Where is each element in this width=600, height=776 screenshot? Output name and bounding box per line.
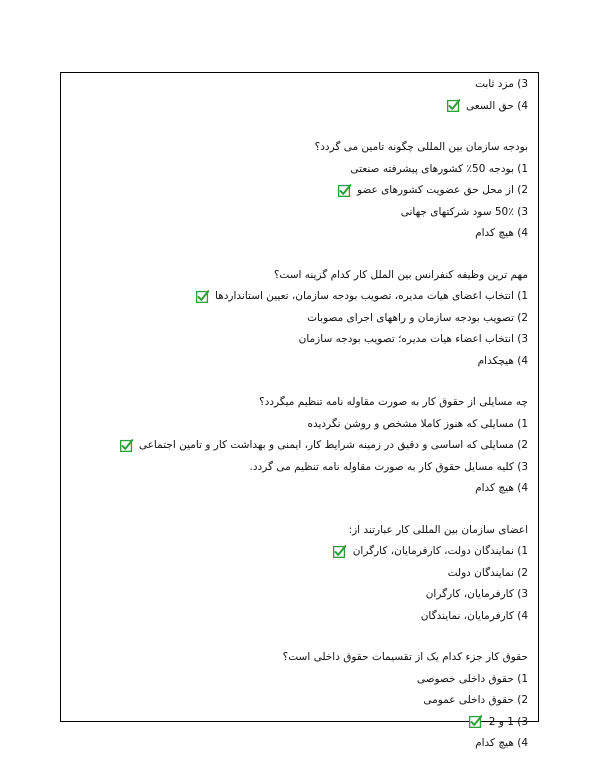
option-text: هیچ کدام bbox=[475, 482, 514, 494]
option-paren: ) bbox=[513, 184, 522, 196]
option-item bbox=[74, 690, 528, 712]
option-number: 2 bbox=[521, 566, 528, 579]
option-paren: ) bbox=[513, 311, 522, 324]
option-paren: ) bbox=[513, 566, 522, 579]
question-text: اعضای سازمان بین المللی کار عبارتند از: bbox=[348, 523, 528, 536]
option-item bbox=[74, 541, 528, 563]
option-number: 4 bbox=[521, 99, 528, 112]
option-number: 1 bbox=[521, 545, 528, 557]
option-text: 1 و 2 bbox=[488, 715, 514, 728]
option-item bbox=[74, 159, 528, 181]
option-number: 4 bbox=[521, 482, 528, 494]
option-paren: ) bbox=[513, 205, 522, 218]
option-paren: ) bbox=[513, 354, 522, 367]
option-text: نمایندگان دولت، کارفرمایان، کارگران bbox=[352, 545, 514, 557]
option-item bbox=[74, 308, 528, 330]
option-paren: ) bbox=[513, 545, 522, 557]
quiz-content bbox=[74, 74, 528, 755]
check-icon bbox=[469, 715, 482, 728]
option-paren: ) bbox=[513, 482, 522, 494]
option-number: 1 bbox=[521, 672, 528, 685]
question-text: بودجه سازمان بین المللی چگونه تامین می گردد؟ bbox=[314, 141, 528, 153]
option-text: کلیه مسایل حقوق کار به صورت مقاوله نامه تنظیم می گردد. bbox=[249, 460, 514, 473]
option-item bbox=[74, 606, 528, 628]
option-text: هیچ کدام bbox=[475, 227, 514, 239]
option-item bbox=[74, 563, 528, 585]
option-paren: ) bbox=[513, 290, 522, 302]
option-paren: ) bbox=[513, 417, 522, 430]
option-number: 2 bbox=[521, 184, 528, 196]
question-text: مهم ترین وظیفه کنفرانس بین الملل کار کدام گزینه است؟ bbox=[273, 268, 528, 281]
option-number: 2 bbox=[521, 311, 528, 324]
option-paren: ) bbox=[513, 694, 522, 706]
option-item bbox=[74, 329, 528, 351]
option-paren: ) bbox=[513, 737, 522, 749]
option-item bbox=[74, 223, 528, 245]
option-paren: ) bbox=[513, 672, 522, 685]
option-paren: ) bbox=[513, 227, 522, 239]
check-icon bbox=[338, 184, 351, 197]
option-text: مزد ثابت bbox=[475, 78, 514, 90]
check-icon bbox=[447, 99, 460, 112]
option-number: 3 bbox=[521, 588, 528, 600]
option-number: 3 bbox=[521, 78, 528, 90]
option-item bbox=[74, 733, 528, 755]
option-number: 3 bbox=[521, 460, 528, 473]
option-item bbox=[74, 584, 528, 606]
option-item bbox=[74, 74, 528, 96]
option-text: انتخاب اعضاء هیات مدیره؛ تصویب بودجه سازمان bbox=[298, 333, 514, 345]
option-text: هیچ کدام bbox=[475, 737, 514, 749]
check-icon bbox=[196, 290, 209, 303]
option-paren: ) bbox=[513, 333, 522, 345]
option-item bbox=[74, 202, 528, 224]
option-item bbox=[74, 414, 528, 436]
option-number: 4 bbox=[521, 609, 528, 622]
option-number: 3 bbox=[521, 715, 528, 728]
option-number: 3 bbox=[521, 333, 528, 345]
option-text: کارفرمایان، کارگران bbox=[425, 588, 514, 600]
option-paren: ) bbox=[513, 439, 522, 451]
option-number: 1 bbox=[521, 417, 528, 430]
option-text: مسایلی که هنوز کاملا مشخص و روشن نگردیده bbox=[307, 417, 514, 430]
option-text: انتخاب اعضای هیات مدیره، تصویب بودجه سازمان، تعیین استانداردها bbox=[215, 290, 514, 302]
question-text: حقوق کار جزء کدام یک از تقسیمات حقوق داخلی است؟ bbox=[282, 651, 528, 663]
option-text: بودجه 50٪ کشورهای پیشرفته صنعتی bbox=[350, 162, 514, 175]
option-text: تصویب بودجه سازمان و راههای اجرای مصوبات bbox=[307, 311, 514, 324]
question-text: چه مسایلی از حقوق کار به صورت مقاوله نامه تنظیم میگردد؟ bbox=[259, 396, 528, 408]
option-text: حقوق داخلی عمومی bbox=[423, 694, 514, 706]
option-paren: ) bbox=[513, 460, 522, 473]
option-number: 2 bbox=[521, 694, 528, 706]
option-item bbox=[74, 96, 528, 118]
option-text: حق السعی bbox=[465, 99, 514, 112]
option-item bbox=[74, 478, 528, 500]
option-item bbox=[74, 669, 528, 691]
option-number: 3 bbox=[521, 205, 528, 218]
option-number: 4 bbox=[521, 354, 528, 367]
option-paren: ) bbox=[513, 162, 522, 175]
option-paren: ) bbox=[513, 715, 522, 728]
option-paren: ) bbox=[513, 78, 522, 90]
option-number: 1 bbox=[521, 290, 528, 302]
option-text: هیچکدام bbox=[477, 354, 514, 367]
option-item bbox=[74, 351, 528, 373]
option-text: نمایندگان دولت bbox=[447, 566, 514, 579]
option-text: کارفرمایان، نمایندگان bbox=[420, 609, 514, 622]
option-text: حقوق داخلی خصوصی bbox=[416, 672, 514, 685]
option-item bbox=[74, 712, 528, 734]
option-paren: ) bbox=[513, 588, 522, 600]
option-item bbox=[74, 435, 528, 457]
option-number: 2 bbox=[521, 439, 528, 451]
option-item bbox=[74, 457, 528, 479]
check-icon bbox=[333, 545, 346, 558]
option-number: 1 bbox=[521, 162, 528, 175]
option-paren: ) bbox=[513, 99, 522, 112]
option-item bbox=[74, 180, 528, 202]
option-text: مسایلی که اساسی و دقیق در زمینه شرایط کار، ایمنی و بهداشت کار و تامین اجتماعی bbox=[138, 439, 514, 451]
check-icon bbox=[120, 439, 133, 452]
option-text: از محل حق عضویت کشورهای عضو bbox=[356, 184, 514, 196]
option-number: 4 bbox=[521, 227, 528, 239]
option-number: 4 bbox=[521, 737, 528, 749]
option-paren: ) bbox=[513, 609, 522, 622]
option-item bbox=[74, 286, 528, 308]
option-text: 50٪ سود شرکتهای جهانی bbox=[400, 205, 514, 218]
